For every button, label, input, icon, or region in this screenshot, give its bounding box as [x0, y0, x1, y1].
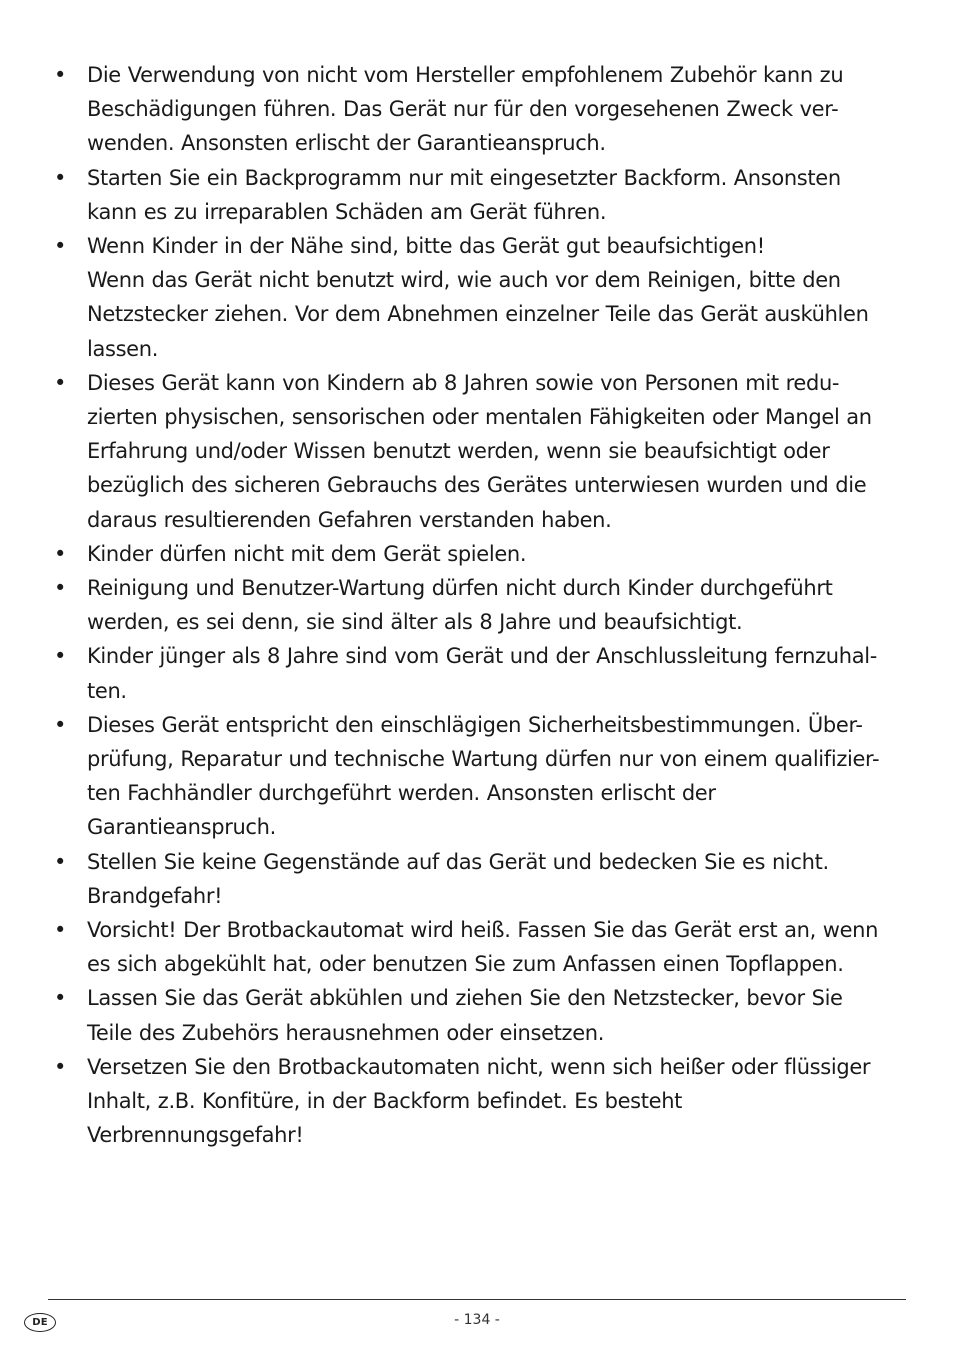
- bullet-icon: •: [54, 165, 67, 190]
- list-item: [48, 537, 914, 571]
- list-item: [48, 845, 914, 913]
- text-line: Dieses Gerät entspricht den einschlägigen Sicherheitsbestimmungen. Über-: [87, 712, 863, 737]
- list-item-text: [87, 639, 914, 707]
- text-line: Netzstecker ziehen. Vor dem Abnehmen einzelner Teile das Gerät auskühlen: [87, 302, 869, 327]
- bullet-icon: •: [54, 541, 67, 566]
- text-line: Brandgefahr!: [87, 883, 223, 908]
- bullet-icon: •: [54, 712, 67, 737]
- list-item-text: [87, 981, 914, 1049]
- text-line: Garantieanspruch.: [87, 815, 276, 840]
- list-item-text: [87, 229, 914, 366]
- text-line: prüfung, Reparatur und technische Wartung dürfen nur von einem qualifizier-: [87, 747, 880, 772]
- list-item-text: [87, 708, 914, 845]
- bullet-icon: •: [54, 918, 67, 943]
- list-item: [48, 1050, 914, 1153]
- text-line: Inhalt, z.B. Konfitüre, in der Backform befindet. Es besteht: [87, 1089, 683, 1114]
- list-item-text: [87, 845, 914, 913]
- list-item: [48, 571, 914, 639]
- text-line: werden, es sei denn, sie sind älter als 8 Jahre und beaufsichtigt.: [87, 610, 743, 635]
- text-line: bezüglich des sicheren Gebrauchs des Gerätes unterwiesen wurden und die: [87, 473, 867, 498]
- text-line: Versetzen Sie den Brotbackautomaten nicht, wenn sich heißer oder flüssiger: [87, 1054, 871, 1079]
- list-item-text: [87, 537, 914, 571]
- list-item-text: [87, 366, 914, 537]
- list-item-text: [87, 1050, 914, 1153]
- text-line: lassen.: [87, 336, 159, 361]
- list-item: [48, 366, 914, 537]
- bullet-icon: •: [54, 986, 67, 1011]
- text-line: Kinder dürfen nicht mit dem Gerät spielen.: [87, 541, 527, 566]
- list-item-text: [87, 571, 914, 639]
- text-line: Die Verwendung von nicht vom Hersteller empfohlenem Zubehör kann zu: [87, 63, 844, 87]
- list-item: [48, 981, 914, 1049]
- bullet-icon: •: [54, 63, 67, 87]
- list-item-text: [87, 58, 914, 161]
- text-line: es sich abgekühlt hat, oder benutzen Sie zum Anfassen einen Topflappen.: [87, 952, 844, 977]
- list-item: [48, 639, 914, 707]
- text-line: Reinigung und Benutzer-Wartung dürfen nicht durch Kinder durchgeführt: [87, 576, 833, 601]
- text-line: Wenn Kinder in der Nähe sind, bitte das Gerät gut beaufsichtigen!: [87, 234, 765, 259]
- footer-divider: [48, 1299, 906, 1300]
- text-line: Vorsicht! Der Brotbackautomat wird heiß. Fassen Sie das Gerät erst an, wenn: [87, 918, 879, 943]
- text-line: Wenn das Gerät nicht benutzt wird, wie auch vor dem Reinigen, bitte den: [87, 268, 841, 293]
- text-line: Lassen Sie das Gerät abkühlen und ziehen Sie den Netzstecker, bevor Sie: [87, 986, 843, 1011]
- bullet-icon: •: [54, 849, 67, 874]
- text-line: Dieses Gerät kann von Kindern ab 8 Jahren sowie von Personen mit redu-: [87, 370, 840, 395]
- text-line: Starten Sie ein Backprogramm nur mit eingesetzter Backform. Ansonsten: [87, 165, 841, 190]
- text-line: daraus resultierenden Gefahren verstanden haben.: [87, 507, 612, 532]
- language-badge: DE: [24, 1313, 56, 1332]
- list-item: [48, 913, 914, 981]
- list-item-text: [87, 161, 914, 229]
- text-line: Beschädigungen führen. Das Gerät nur für den vorgesehenen Zweck ver-: [87, 97, 839, 122]
- bullet-icon: •: [54, 370, 67, 395]
- bullet-icon: •: [54, 576, 67, 601]
- list-item: [48, 229, 914, 366]
- text-line: Teile des Zubehörs herausnehmen oder einsetzen.: [87, 1020, 605, 1045]
- bullet-icon: •: [54, 234, 67, 259]
- text-line: kann es zu irreparablen Schäden am Gerät führen.: [87, 199, 607, 224]
- page-number: - 134 -: [454, 1312, 500, 1328]
- text-line: Kinder jünger als 8 Jahre sind vom Gerät und der Anschlussleitung fernzuhal-: [87, 644, 877, 669]
- list-item: [48, 58, 914, 161]
- page-content: [48, 58, 914, 1153]
- list-item-text: [87, 913, 914, 981]
- text-line: ten.: [87, 678, 127, 703]
- list-item: [48, 708, 914, 845]
- bullet-icon: •: [54, 1054, 67, 1079]
- text-line: Verbrennungsgefahr!: [87, 1123, 304, 1148]
- text-line: Stellen Sie keine Gegenstände auf das Gerät und bedecken Sie es nicht.: [87, 849, 829, 874]
- list-item: [48, 161, 914, 229]
- text-line: ten Fachhändler durchgeführt werden. Ansonsten erlischt der: [87, 781, 716, 806]
- bullet-icon: •: [54, 644, 67, 669]
- text-line: zierten physischen, sensorischen oder mentalen Fähigkeiten oder Mangel an: [87, 405, 872, 430]
- safety-instructions-list: [48, 58, 914, 1153]
- text-line: Erfahrung und/oder Wissen benutzt werden, wenn sie beaufsichtigt oder: [87, 439, 830, 464]
- text-line: wenden. Ansonsten erlischt der Garantieanspruch.: [87, 131, 606, 156]
